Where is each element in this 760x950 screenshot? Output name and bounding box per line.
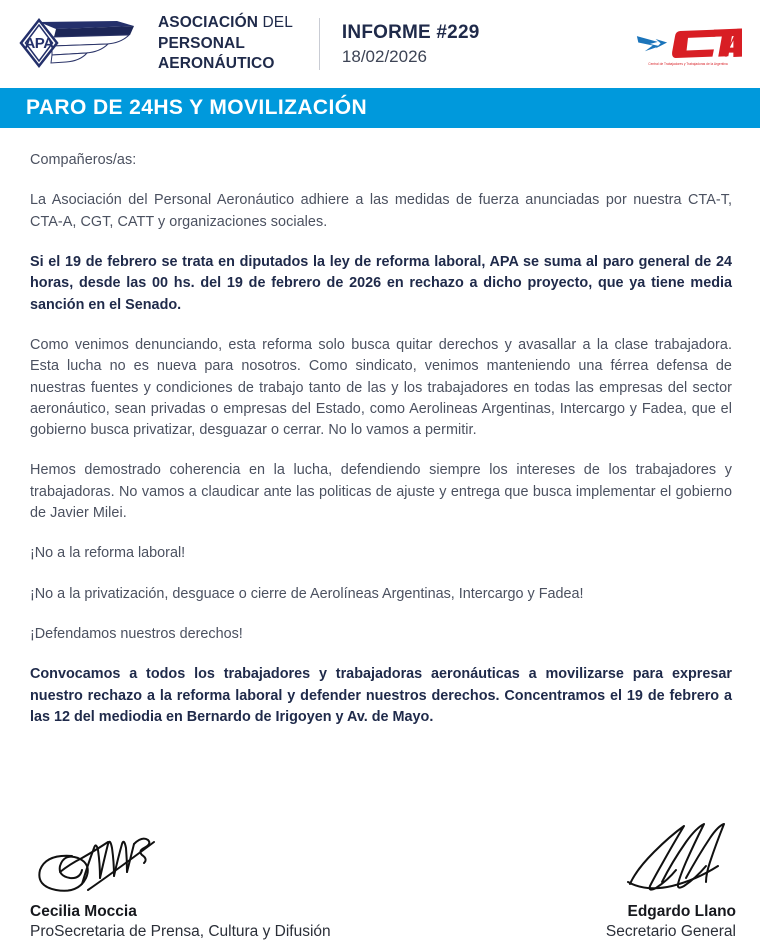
apa-brand (14, 13, 293, 74)
svg-text:Central de Trabajadores y Trab: Central de Trabajadores y Trabajadoras de la Argentina (648, 61, 728, 66)
slogan-1: ¡No a la reforma laboral! (30, 545, 186, 562)
paragraph-5-bold: Convocamos a todos los trabajadores y trabajadoras aeronáuticas a movilizarse para expresar nuestro rechazo a la reforma laboral y defender nuestros derechos. Concentramos el 19 de febrero a las 12 del mediodia en Bernardo de Irigoyen y Av. de Mayo. (30, 666, 732, 725)
report-title: INFORME #229 (341, 21, 480, 43)
document-header (0, 0, 760, 88)
brand-line3: AERONÁUTICO (158, 55, 275, 73)
apa-brand-name (158, 13, 293, 74)
signature-role-left: ProSecretaria de Prensa, Cultura y Difusión (30, 922, 331, 940)
report-date: 18/02/2026 (341, 46, 428, 66)
signature-left (30, 828, 331, 942)
signature-name-left: Cecilia Moccia (30, 902, 137, 920)
paragraph-4: Hemos demostrado coherencia en la lucha, defendiendo siempre los intereses de los trabajadores y trabajadoras. No vamos a claudicar ante las politicas de ajuste y entrega que busca implementar el gobierno de Javier Milei. (30, 462, 732, 522)
banner-title: PARO DE 24HS Y MOVILIZACIÓN (26, 96, 368, 119)
svg-text:APA: APA (24, 34, 54, 52)
signature-role-right: Secretario General (605, 922, 736, 940)
header-divider (319, 18, 320, 70)
cta-logo-icon (634, 20, 742, 68)
brand-line2: PERSONAL (158, 34, 245, 52)
headline-banner (0, 88, 760, 128)
slogan-2: ¡No a la privatización, desguace o cierre de Aerolíneas Argentinas, Intercargo y Fadea! (30, 585, 584, 602)
paragraph-1: La Asociación del Personal Aeronáutico adhiere a las medidas de fuerza anunciadas por nuestra CTA-T, CTA-A, CGT, CATT y organizaciones sociales. (30, 192, 732, 230)
brand-line1-light: DEL (262, 14, 293, 32)
paragraph-3: Como venimos denunciando, esta reforma solo busca quitar derechos y avasallar a la clase trabajadora. Esta lucha no es nueva para nosotros. Como sindicato, venimos manteniendo una férrea defensa de nuestras fuentes y condiciones de trabajo tanto de las y los trabajadores en todas las empresas del sector aeronáutico, sean privadas o empresas del Estado, como Aerolineas Argentinas, Intercargo y Fadea, que el gobierno busca privatizar, desguazar o cerrar. No lo vamos a permitir. (30, 336, 732, 439)
slogan-3: ¡Defendamos nuestros derechos! (30, 626, 243, 642)
brand-line1-strong: ASOCIACIÓN (158, 14, 259, 32)
signature-name-right: Edgardo Llano (627, 902, 736, 920)
apa-wing-logo-icon (14, 15, 144, 73)
signature-block (0, 822, 760, 942)
report-info (342, 21, 480, 67)
paragraph-2-bold: Si el 19 de febrero se trata en diputados la ley de reforma laboral, APA se suma al paro general de 24 horas, desde las 00 hs. del 19 de febrero de 2026 en rechazo a dicho proyecto, que ya tiene media sanción en el Senado. (30, 253, 732, 313)
greeting: Compañeros/as: (30, 152, 137, 168)
signature-mark-edgardo-llano-icon (606, 822, 736, 900)
document-body (0, 128, 760, 728)
signature-right (606, 822, 736, 942)
signature-mark-cecilia-moccia-icon (30, 828, 180, 900)
